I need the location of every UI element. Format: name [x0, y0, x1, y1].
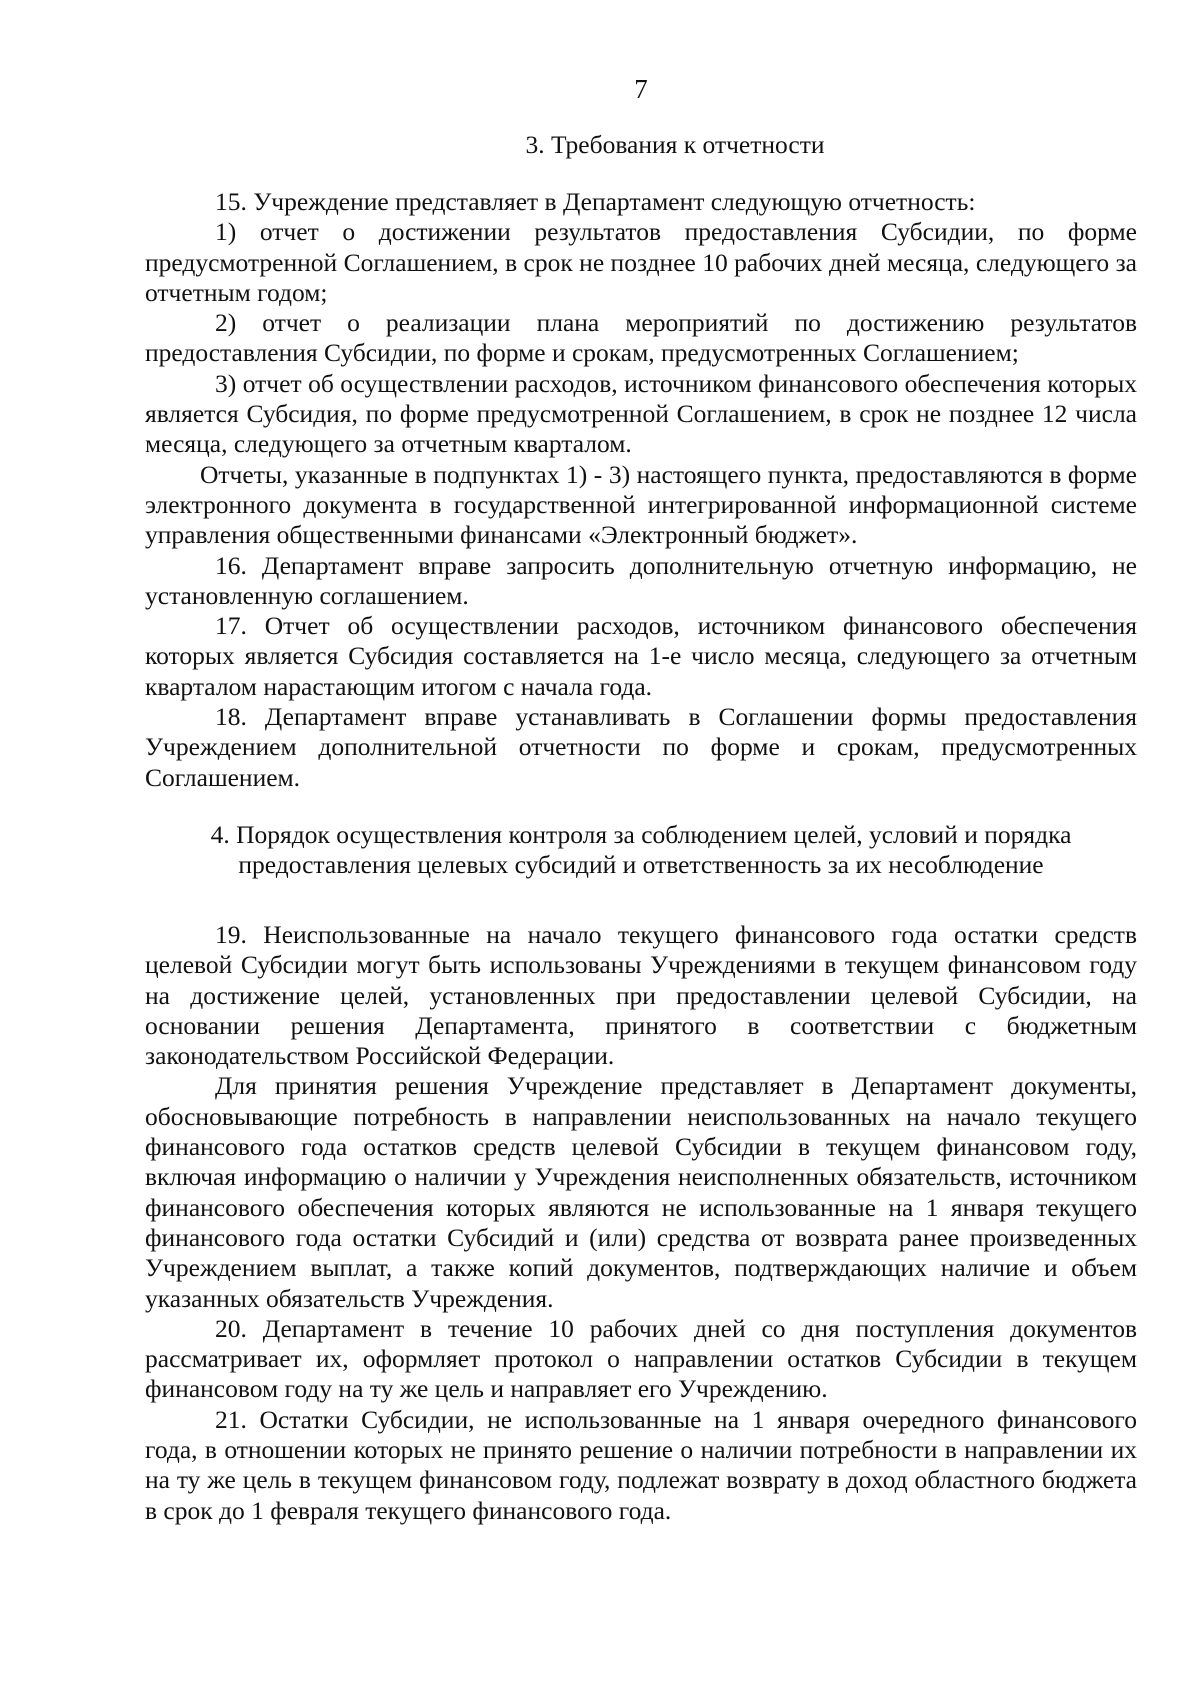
paragraph-16: 16. Департамент вправе запросить дополнительную отчетную информацию, не установленную соглашением. [145, 550, 1137, 610]
paragraph-21: 21. Остатки Субсидии, не использованные на 1 января очередного финансового года, в отношении которых не принято решение о наличии потребности в направлении их на ту же цель в текущем финансовом году, подлежат возврату в доход областного бюджета в срок до 1 февраля текущего финансового года. [145, 1404, 1137, 1525]
page-number: 7 [634, 74, 648, 104]
paragraph-17: 17. Отчет об осуществлении расходов, источником финансового обеспечения которых является Субсидия составляется на 1-е число месяца, следующего за отчетным кварталом нарастающим итогом с начала года. [145, 611, 1137, 701]
paragraph-19-documents: Для принятия решения Учреждение представляет в Департамент документы, обосновывающие потребность в направлении неиспользованных на начало текущего финансового года остатков средств целевой Субсидии в текущем финансовом году, включая информацию о наличии у Учреждения неисполненных обязательств, источником финансового обеспечения которых являются не использованные на 1 января текущего финансового года остатки Субсидий и (или) средства от возврата ранее произведенных Учреждением выплат, а также копий документов, подтверждающих наличие и объем указанных обязательств Учреждения. [145, 1071, 1137, 1313]
paragraph-15: 15. Учреждение представляет в Департамент следующую отчетность: [215, 187, 976, 216]
paragraph-reports-note: Отчеты, указанные в подпунктах 1) - 3) настоящего пункта, предоставляются в форме электронного документа в государственной интегрированной информационной системе управления общественными финансами «Электронный бюджет». [145, 459, 1137, 550]
paragraph-18: 18. Департамент вправе устанавливать в Соглашении формы предоставления Учреждением дополнительной отчетности по форме и срокам, предусмотренных Соглашением. [145, 702, 1137, 792]
section-4-title-line-2: предоставления целевых субсидий и ответственность за их несоблюдение [238, 850, 1044, 879]
paragraph-20: 20. Департамент в течение 10 рабочих дней со дня поступления документов рассматривает их, оформляет протокол о направлении остатков Субсидии в текущем финансовом году на ту же цель и направляет его Учреждению. [145, 1313, 1137, 1404]
section-4-title [150, 820, 1132, 880]
section-3-title: 3. Требования к отчетности [525, 130, 825, 159]
section-4-body [145, 920, 1137, 1526]
paragraph-15-item-1: 1) отчет о достижении результатов предоставления Субсидии, по форме предусмотренной Соглашением, в срок не позднее 10 рабочих дней месяца, следующего за отчетным годом; [145, 217, 1137, 307]
section-3-body [145, 187, 1137, 793]
paragraph-15-item-3: 3) отчет об осуществлении расходов, источником финансового обеспечения которых является Субсидия, по форме предусмотренной Соглашением, в срок не позднее 12 числа месяца, следующего за отчетным кварталом. [145, 368, 1137, 459]
section-4-title-line-1: 4. Порядок осуществления контроля за соблюдением целей, условий и порядка [210, 820, 1072, 849]
paragraph-15-item-2: 2) отчет о реализации плана мероприятий по достижению результатов предоставления Субсидии, по форме и срокам, предусмотренных Соглашением; [145, 308, 1137, 368]
paragraph-19: 19. Неиспользованные на начало текущего финансового года остатки средств целевой Субсидии могут быть использованы Учреждениями в текущем финансовом году на достижение целей, установленных при предоставлении целевой Субсидии, на основании решения Департамента, принятого в соответствии с бюджетным законодательством Российской Федерации. [145, 920, 1137, 1071]
